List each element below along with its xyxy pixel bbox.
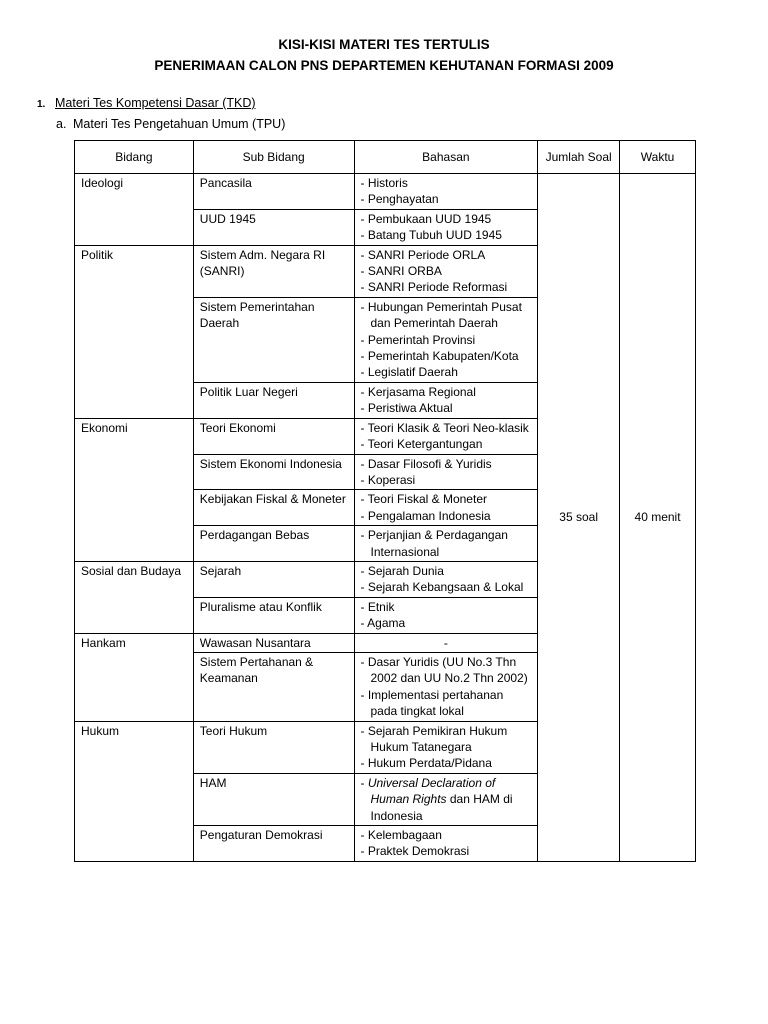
- document-title: KISI-KISI MATERI TES TERTULIS: [278, 37, 490, 52]
- bahasan-item: - Sejarah Dunia: [360, 563, 444, 578]
- cell-sub-bidang: Sistem Pemerintahan Daerah: [193, 297, 354, 382]
- cell-bahasan: [354, 490, 538, 526]
- section-title: Materi Tes Kompetensi Dasar (TKD): [55, 96, 256, 110]
- cell-sub-bidang: Kebijakan Fiskal & Moneter: [193, 490, 354, 526]
- header-bidang: Bidang: [75, 141, 194, 174]
- cell-bahasan: [354, 561, 538, 597]
- bahasan-item: - Legislatif Daerah: [360, 365, 458, 380]
- cell-bahasan: [354, 382, 538, 418]
- cell-bidang: Politik: [75, 245, 194, 297]
- bahasan-item: - Batang Tubuh UUD 1945: [360, 228, 502, 243]
- bahasan-item: - Praktek Demokrasi: [360, 844, 470, 859]
- bahasan-item: - Universal Declaration of Human Rights dan HAM di Indonesia: [360, 775, 513, 823]
- cell-bidang: [75, 490, 194, 526]
- cell-bahasan: [354, 174, 538, 210]
- bahasan-item: - Kelembagaan: [360, 828, 442, 843]
- bahasan-item: - Hubungan Pemerintah Pusat dan Pemerintah Daerah: [360, 299, 522, 331]
- bahasan-item: - Peristiwa Aktual: [360, 401, 453, 416]
- bahasan-item: - Koperasi: [360, 472, 416, 487]
- bahasan-item: - Teori Fiskal & Moneter: [360, 492, 487, 507]
- bahasan-item: - SANRI ORBA: [360, 264, 442, 279]
- cell-bahasan: [354, 209, 538, 245]
- cell-bidang: Hukum: [75, 721, 194, 773]
- cell-bidang: [75, 826, 194, 862]
- cell-bahasan: [354, 633, 538, 652]
- cell-sub-bidang: Sistem Adm. Negara RI (SANRI): [193, 245, 354, 297]
- cell-jumlah-soal: 35 soal: [538, 174, 620, 862]
- cell-bidang: [75, 382, 194, 418]
- cell-bidang: Hankam: [75, 633, 194, 652]
- bahasan-item: - Hukum Perdata/Pidana: [360, 756, 492, 771]
- cell-bahasan: [354, 454, 538, 490]
- cell-bahasan: [354, 652, 538, 721]
- bahasan-item: - Perjanjian & Perdagangan Internasional: [360, 528, 508, 559]
- cell-sub-bidang: Teori Ekonomi: [193, 418, 354, 454]
- bahasan-item: - SANRI Periode ORLA: [360, 247, 486, 262]
- cell-bidang: Ideologi: [75, 174, 194, 210]
- cell-bidang: [75, 209, 194, 245]
- cell-sub-bidang: Perdagangan Bebas: [193, 526, 354, 562]
- cell-sub-bidang: Wawasan Nusantara: [193, 633, 354, 652]
- cell-bahasan: [354, 597, 538, 633]
- bahasan-item: - Pembukaan UUD 1945: [360, 211, 492, 226]
- cell-bahasan: [354, 826, 538, 862]
- subsection-title: Materi Tes Pengetahuan Umum (TPU): [73, 117, 286, 131]
- table-row: [75, 174, 696, 210]
- cell-bidang: [75, 454, 194, 490]
- cell-bidang: [75, 773, 194, 825]
- cell-sub-bidang: Pengaturan Demokrasi: [193, 826, 354, 862]
- cell-sub-bidang: Pluralisme atau Konflik: [193, 597, 354, 633]
- cell-bahasan: [354, 721, 538, 773]
- section-number: 1.: [37, 99, 46, 110]
- cell-bahasan: [354, 773, 538, 825]
- bahasan-item: - Teori Klasik & Teori Neo-klasik: [360, 420, 529, 435]
- bahasan-item: - Kerjasama Regional: [360, 384, 476, 399]
- bahasan-item: - SANRI Periode Reformasi: [360, 280, 508, 295]
- section-heading-1: [37, 96, 256, 110]
- header-bahasan: Bahasan: [354, 141, 538, 174]
- section-heading-a: [56, 117, 285, 131]
- bahasan-item: -: [443, 635, 448, 650]
- cell-bidang: [75, 297, 194, 382]
- header-waktu: Waktu: [620, 141, 696, 174]
- cell-sub-bidang: Sistem Pertahanan & Keamanan: [193, 652, 354, 721]
- cell-bidang: [75, 652, 194, 721]
- bahasan-item: - Implementasi pertahanan pada tingkat lokal: [360, 687, 504, 719]
- bahasan-item: - Historis: [360, 176, 408, 190]
- cell-bidang: [75, 526, 194, 562]
- bahasan-item: - Sejarah Kebangsaan & Lokal: [360, 580, 524, 595]
- subsection-letter: a.: [56, 117, 67, 131]
- cell-bahasan: [354, 418, 538, 454]
- cell-sub-bidang: HAM: [193, 773, 354, 825]
- document-subtitle: PENERIMAAN CALON PNS DEPARTEMEN KEHUTANAN FORMASI 2009: [154, 58, 614, 73]
- bahasan-item: - Penghayatan: [360, 192, 439, 207]
- cell-sub-bidang: Pancasila: [193, 174, 354, 210]
- cell-sub-bidang: Teori Hukum: [193, 721, 354, 773]
- table-body: [75, 174, 696, 862]
- cell-bahasan: [354, 245, 538, 297]
- bahasan-item: - Etnik: [360, 599, 395, 614]
- bahasan-item: - Teori Ketergantungan: [360, 437, 483, 452]
- cell-sub-bidang: Sistem Ekonomi Indonesia: [193, 454, 354, 490]
- bahasan-item: - Agama: [360, 616, 406, 631]
- bahasan-item: - Dasar Filosofi & Yuridis: [360, 456, 492, 471]
- bahasan-item: - Pemerintah Kabupaten/Kota: [360, 349, 519, 364]
- cell-sub-bidang: Politik Luar Negeri: [193, 382, 354, 418]
- cell-sub-bidang: Sejarah: [193, 561, 354, 597]
- cell-bidang: Sosial dan Budaya: [75, 561, 194, 597]
- materi-table: [74, 140, 696, 862]
- cell-bahasan: [354, 297, 538, 382]
- bahasan-item: - Pemerintah Provinsi: [360, 332, 476, 347]
- cell-sub-bidang: UUD 1945: [193, 209, 354, 245]
- bahasan-item: - Dasar Yuridis (UU No.3 Thn 2002 dan UU No.2 Thn 2002): [360, 654, 528, 686]
- header-sub-bidang: Sub Bidang: [193, 141, 354, 174]
- table-header-row: [75, 141, 696, 174]
- bahasan-item: - Sejarah Pemikiran Hukum Hukum Tatanegara: [360, 723, 508, 754]
- bahasan-item: - Pengalaman Indonesia: [360, 508, 491, 523]
- cell-bahasan: [354, 526, 538, 562]
- header-jumlah-soal: Jumlah Soal: [538, 141, 620, 174]
- cell-bidang: [75, 597, 194, 633]
- cell-waktu: 40 menit: [620, 174, 696, 862]
- cell-bidang: Ekonomi: [75, 418, 194, 454]
